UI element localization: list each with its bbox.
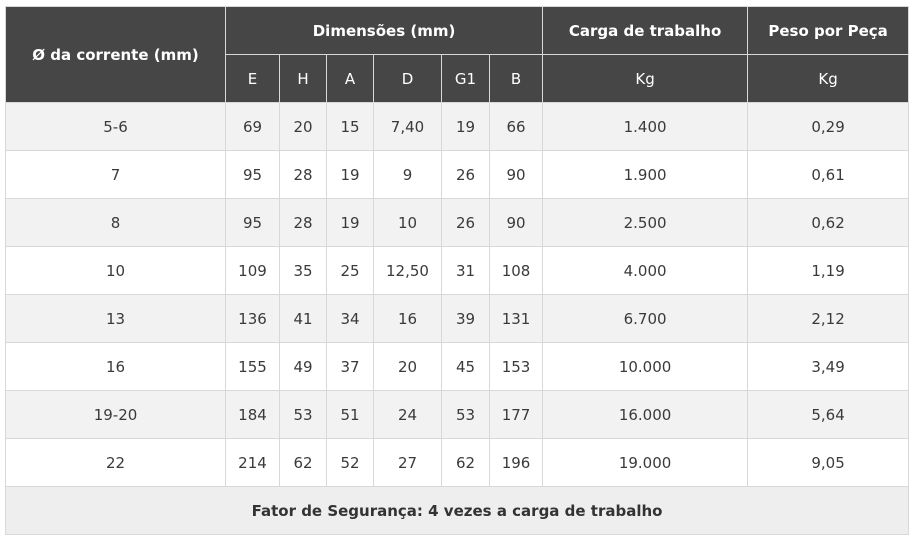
cell-dim-a: 51 (327, 391, 374, 439)
cell-weight: 5,64 (748, 391, 909, 439)
cell-dim-e: 155 (226, 343, 280, 391)
cell-dim-h: 28 (280, 151, 327, 199)
header-working-load-unit: Kg (543, 55, 748, 103)
cell-working-load: 19.000 (543, 439, 748, 487)
header-chain-diameter: Ø da corrente (mm) (6, 7, 226, 103)
cell-chain-diameter: 7 (6, 151, 226, 199)
table-row (6, 199, 909, 247)
cell-dim-a: 34 (327, 295, 374, 343)
table-footer (6, 487, 909, 535)
cell-weight: 1,19 (748, 247, 909, 295)
cell-chain-diameter: 16 (6, 343, 226, 391)
cell-dim-a: 19 (327, 199, 374, 247)
cell-dim-d: 12,50 (374, 247, 442, 295)
cell-working-load: 2.500 (543, 199, 748, 247)
cell-chain-diameter: 13 (6, 295, 226, 343)
cell-dim-a: 15 (327, 103, 374, 151)
cell-dim-h: 49 (280, 343, 327, 391)
cell-weight: 3,49 (748, 343, 909, 391)
cell-weight: 0,62 (748, 199, 909, 247)
cell-dim-e: 109 (226, 247, 280, 295)
cell-dim-e: 136 (226, 295, 280, 343)
cell-dim-e: 95 (226, 151, 280, 199)
cell-dim-g1: 62 (442, 439, 490, 487)
cell-dim-d: 7,40 (374, 103, 442, 151)
cell-chain-diameter: 5-6 (6, 103, 226, 151)
cell-dim-e: 214 (226, 439, 280, 487)
cell-dim-a: 25 (327, 247, 374, 295)
cell-working-load: 6.700 (543, 295, 748, 343)
cell-dim-h: 35 (280, 247, 327, 295)
cell-dim-d: 16 (374, 295, 442, 343)
header-row-main (6, 7, 909, 55)
cell-dim-g1: 39 (442, 295, 490, 343)
cell-chain-diameter: 22 (6, 439, 226, 487)
header-weight-per-piece: Peso por Peça (748, 7, 909, 55)
cell-dim-g1: 26 (442, 199, 490, 247)
safety-factor-note: Fator de Segurança: 4 vezes a carga de trabalho (6, 487, 909, 535)
table-row (6, 151, 909, 199)
cell-dim-d: 9 (374, 151, 442, 199)
cell-chain-diameter: 10 (6, 247, 226, 295)
cell-dim-d: 24 (374, 391, 442, 439)
header-dim-b: B (490, 55, 543, 103)
cell-working-load: 4.000 (543, 247, 748, 295)
cell-dim-g1: 26 (442, 151, 490, 199)
cell-dim-g1: 19 (442, 103, 490, 151)
cell-dim-h: 41 (280, 295, 327, 343)
table-row (6, 439, 909, 487)
table-row (6, 295, 909, 343)
cell-dim-a: 19 (327, 151, 374, 199)
cell-dim-g1: 31 (442, 247, 490, 295)
specifications-table (5, 6, 909, 535)
cell-dim-h: 53 (280, 391, 327, 439)
cell-dim-b: 66 (490, 103, 543, 151)
cell-dim-b: 177 (490, 391, 543, 439)
cell-weight: 2,12 (748, 295, 909, 343)
cell-dim-g1: 53 (442, 391, 490, 439)
cell-dim-d: 27 (374, 439, 442, 487)
cell-dim-d: 20 (374, 343, 442, 391)
header-dim-g1: G1 (442, 55, 490, 103)
cell-dim-b: 196 (490, 439, 543, 487)
table-row (6, 343, 909, 391)
header-dim-e: E (226, 55, 280, 103)
cell-chain-diameter: 19-20 (6, 391, 226, 439)
cell-dim-d: 10 (374, 199, 442, 247)
header-dim-d: D (374, 55, 442, 103)
cell-dim-a: 37 (327, 343, 374, 391)
header-working-load: Carga de trabalho (543, 7, 748, 55)
header-weight-unit: Kg (748, 55, 909, 103)
cell-dim-a: 52 (327, 439, 374, 487)
cell-working-load: 16.000 (543, 391, 748, 439)
cell-dim-g1: 45 (442, 343, 490, 391)
cell-dim-b: 131 (490, 295, 543, 343)
cell-weight: 0,29 (748, 103, 909, 151)
table-row (6, 103, 909, 151)
cell-working-load: 1.900 (543, 151, 748, 199)
header-dim-a: A (327, 55, 374, 103)
cell-working-load: 1.400 (543, 103, 748, 151)
cell-dim-h: 28 (280, 199, 327, 247)
cell-dim-e: 95 (226, 199, 280, 247)
cell-dim-e: 184 (226, 391, 280, 439)
cell-working-load: 10.000 (543, 343, 748, 391)
cell-dim-b: 108 (490, 247, 543, 295)
table-row (6, 247, 909, 295)
header-dim-h: H (280, 55, 327, 103)
cell-weight: 9,05 (748, 439, 909, 487)
cell-dim-b: 153 (490, 343, 543, 391)
cell-dim-b: 90 (490, 151, 543, 199)
table-row (6, 391, 909, 439)
cell-dim-h: 20 (280, 103, 327, 151)
cell-dim-b: 90 (490, 199, 543, 247)
table-body (6, 103, 909, 487)
header-dimensions: Dimensões (mm) (226, 7, 543, 55)
cell-dim-h: 62 (280, 439, 327, 487)
cell-dim-e: 69 (226, 103, 280, 151)
table-header (6, 7, 909, 103)
cell-chain-diameter: 8 (6, 199, 226, 247)
cell-weight: 0,61 (748, 151, 909, 199)
